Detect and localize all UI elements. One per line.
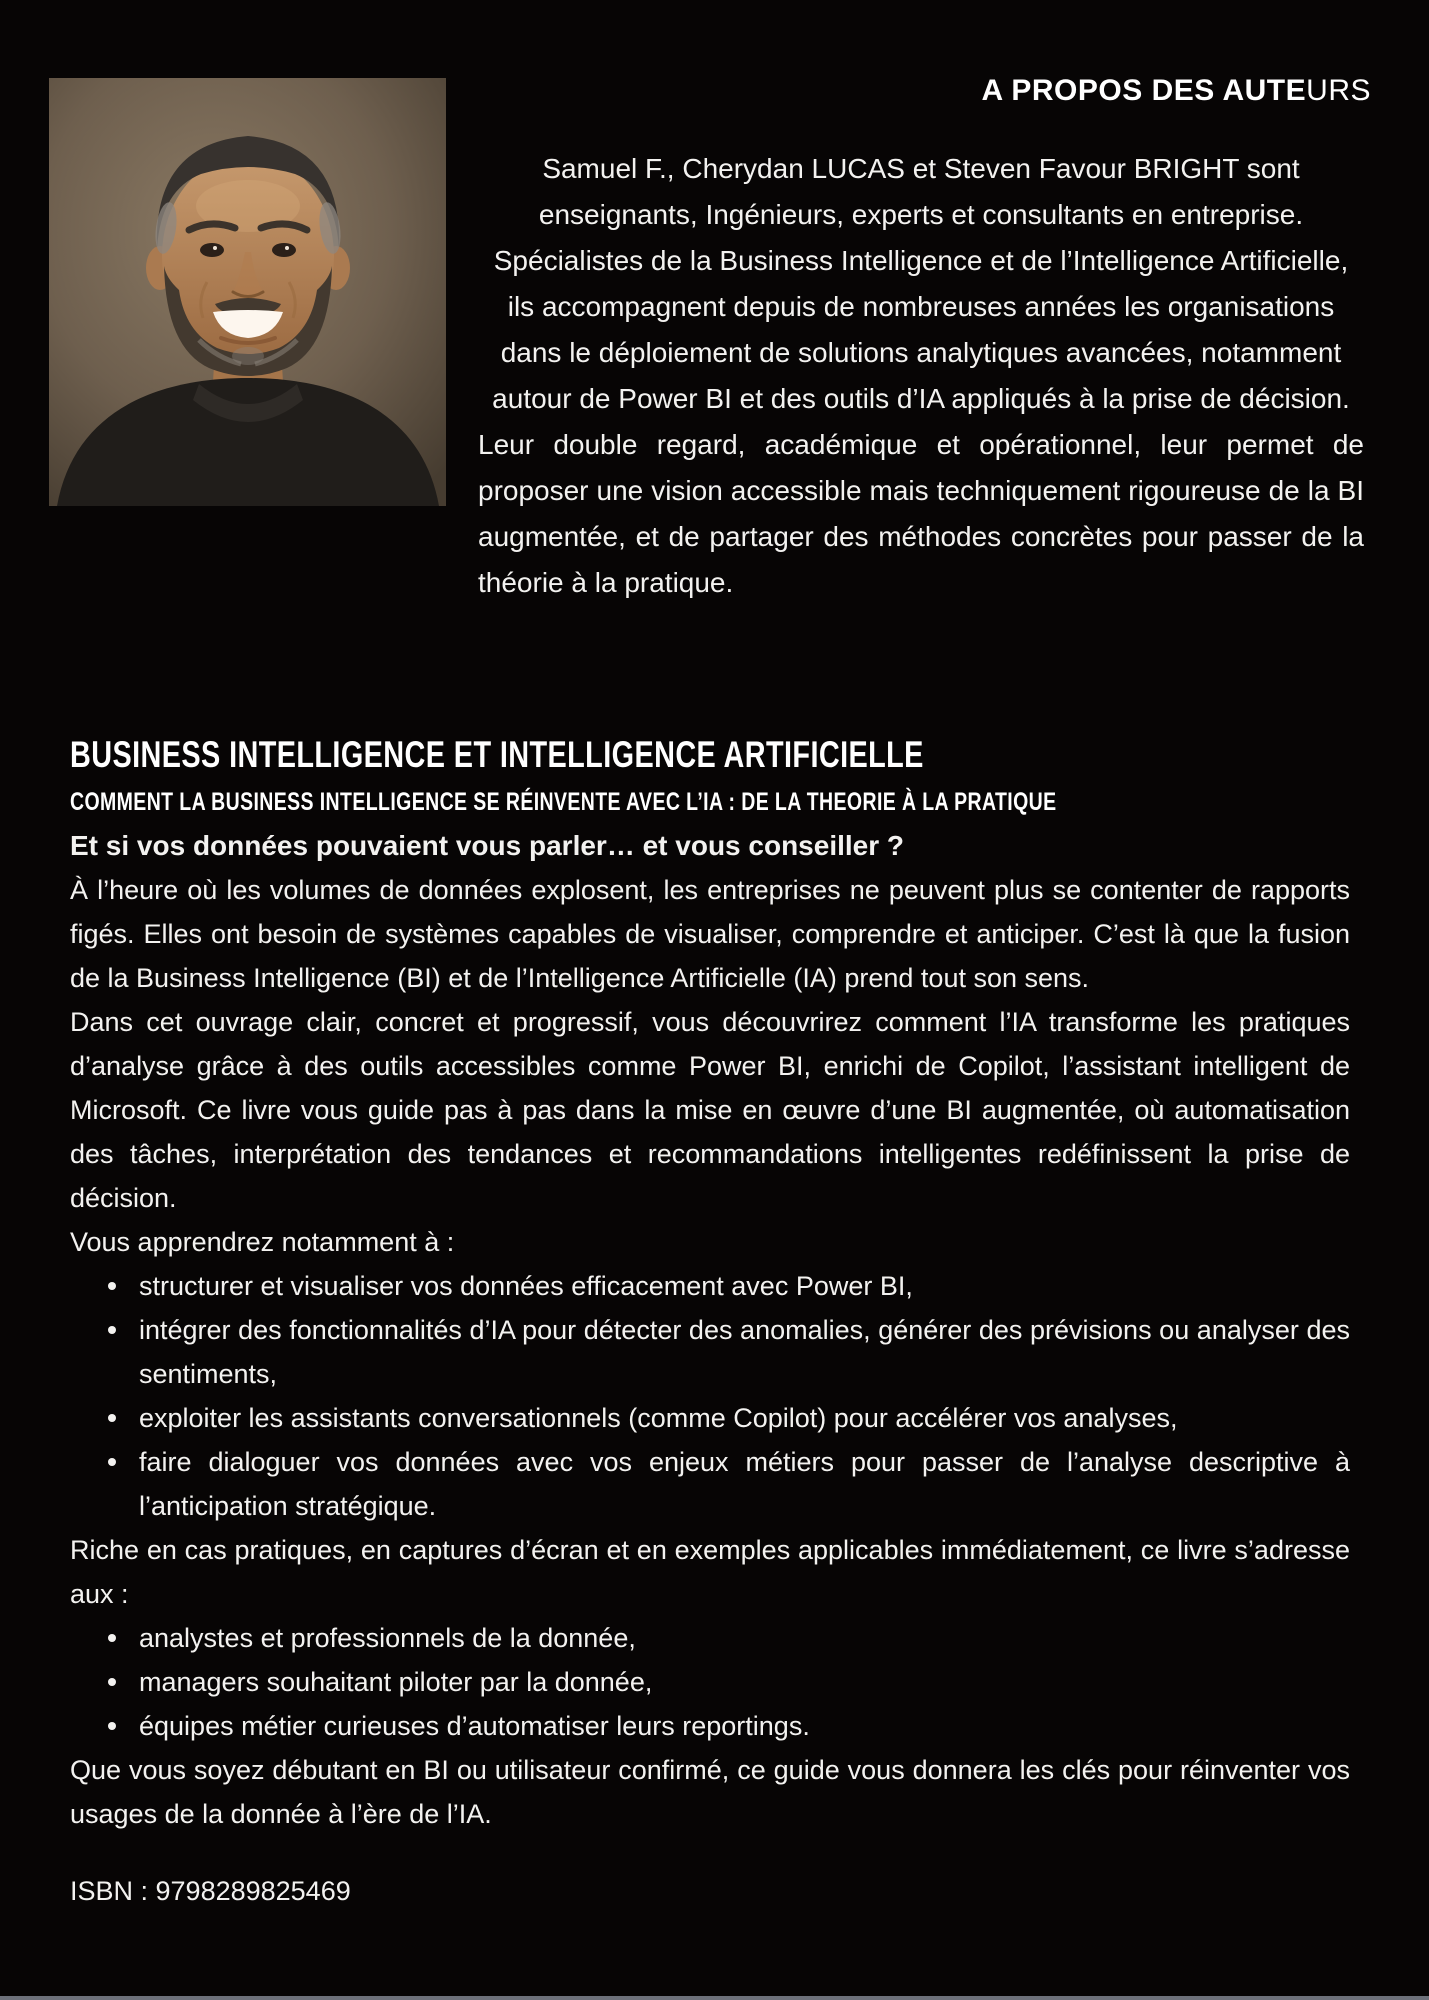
book-description [70, 868, 1350, 1836]
learn-intro: Vous apprendrez notamment à : [70, 1227, 455, 1257]
author-portrait-illustration [49, 78, 446, 506]
book-subtitle-text: COMMENT LA BUSINESS INTELLIGENCE SE RÉINVENTE AVEC L’IA : DE LA THEORIE À LA PRATIQUE [70, 788, 1057, 816]
description-paragraph-1: À l’heure où les volumes de données explosent, les entreprises ne peuvent plus se contenter de rapports figés. Elles ont besoin de systèmes capables de visualiser, comprendre et anticiper. C’est là que la fusion de la Business Intelligence (BI) et de l’Intelligence Artificielle (IA) prend tout son sens. [70, 875, 1350, 993]
list-item: managers souhaitant piloter par la donnée, [139, 1660, 1350, 1704]
learn-list [70, 1264, 1350, 1528]
list-item: faire dialoguer vos données avec vos enjeux métiers pour passer de l’analyse descriptive à l’anticipation stratégique. [139, 1440, 1350, 1528]
left-eye-glint [213, 246, 217, 250]
heading-bold-part: A PROPOS DES AUTE [981, 74, 1307, 107]
right-eye [272, 243, 296, 257]
left-eye [200, 243, 224, 257]
list-item: intégrer des fonctionnalités d’IA pour détecter des anomalies, générer des prévisions ou analyser des sentiments, [139, 1308, 1350, 1396]
author-bio-centered: Samuel F., Cherydan LUCAS et Steven Favour BRIGHT sont enseignants, Ingénieurs, experts et consultants en entreprise. Spécialistes de la Business Intelligence et de l’Intelligence Artificielle, ils accompagnent depuis de nombreuses années les organisations dans le déploiement de solutions analytiques avancées, notamment autour de Power BI et des outils d’IA appliqués à la prise de décision. [492, 153, 1350, 414]
description-paragraph-2: Dans cet ouvrage clair, concret et progressif, vous découvrirez comment l’IA transforme les pratiques d’analyse grâce à des outils accessibles comme Power BI, enrichi de Copilot, l’assistant intelligent de Microsoft. Ce livre vous guide pas à pas dans la mise en œuvre d’une BI augmentée, où automatisation des tâches, interprétation des tendances et recommandations intelligentes redéfinissent la prise de décision. [70, 1007, 1350, 1213]
isbn-line: ISBN : 9798289825469 [70, 1876, 351, 1906]
author-bio-justified: Leur double regard, académique et opérationnel, leur permet de proposer une vision accessible mais techniquement rigoureuse de la BI augmentée, et de partager des méthodes concrètes pour passer de la théorie à la pratique. [478, 429, 1364, 598]
list-item: structurer et visualiser vos données efficacement avec Power BI, [139, 1264, 1350, 1308]
bottom-edge-bar [0, 1996, 1429, 2000]
book-title [70, 734, 1165, 776]
book-subtitle [70, 788, 1335, 817]
author-photo [49, 78, 446, 506]
right-eye-glint [285, 246, 289, 250]
book-title-text: BUSINESS INTELLIGENCE ET INTELLIGENCE ARTIFICIELLE [70, 734, 924, 775]
chin-gray-patch [232, 347, 264, 365]
heading-regular-part: URS [1306, 74, 1371, 107]
audience-intro: Riche en cas pratiques, en captures d’écran et en exemples applicables immédiatement, ce livre s’adresse aux : [70, 1535, 1350, 1609]
hook-question: Et si vos données pouvaient vous parler… et vous conseiller ? [70, 830, 905, 861]
list-item: équipes métier curieuses d’automatiser leurs reportings. [139, 1704, 1350, 1748]
list-item: analystes et professionnels de la donnée, [139, 1616, 1350, 1660]
closing-paragraph: Que vous soyez débutant en BI ou utilisateur confirmé, ce guide vous donnera les clés pour réinventer vos usages de la donnée à l’ère de l’IA. [70, 1755, 1350, 1829]
about-authors-heading [981, 74, 1371, 108]
audience-list [70, 1616, 1350, 1748]
list-item: exploiter les assistants conversationnels (comme Copilot) pour accélérer vos analyses, [139, 1396, 1350, 1440]
author-bio [478, 146, 1364, 606]
